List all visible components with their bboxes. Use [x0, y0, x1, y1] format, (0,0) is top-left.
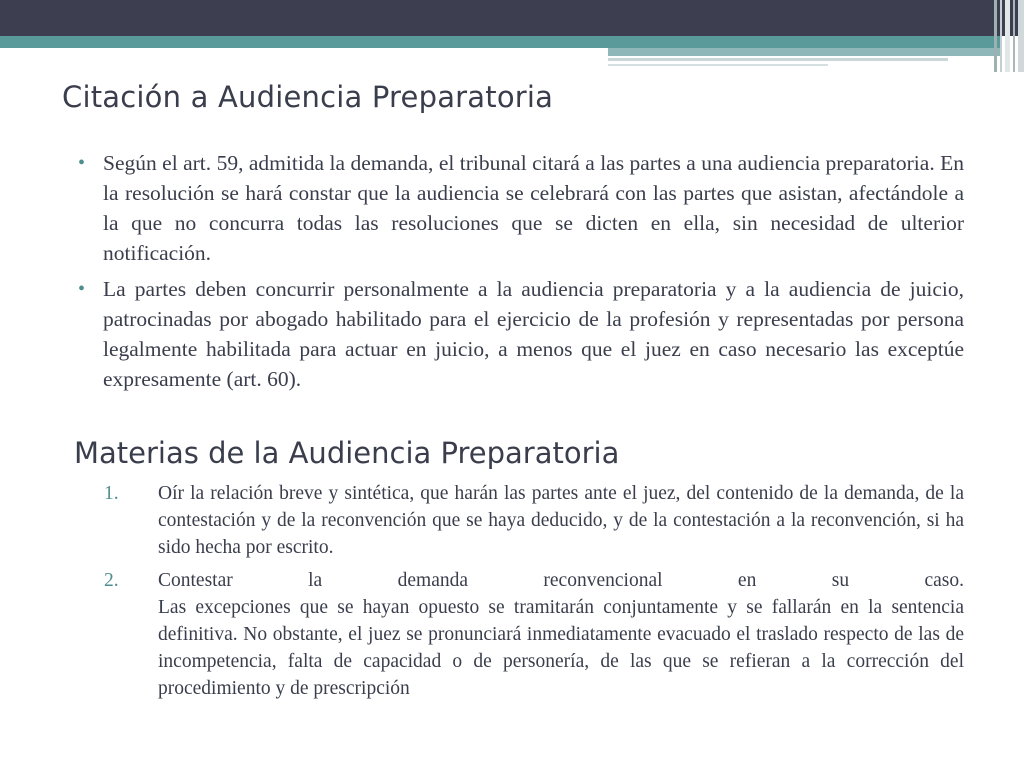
header-dark-band [0, 0, 1024, 36]
header-teal-band [0, 36, 1000, 48]
item-text: Contestar la demanda reconvencional en su caso. [158, 570, 964, 591]
bullet-text: La partes deben concurrir personalmente a la audiencia preparatoria y a la audiencia de juicio, patrocinadas por abogado habilitado para el ejercicio de la profesión y representadas por persona legalmente habilitada para actuar en juicio, a menos que el juez en caso necesario las exceptúe expresamente (art. 60). [103, 277, 964, 391]
bullet-list [78, 148, 964, 400]
decorative-vertical-bars [994, 0, 1024, 72]
bullet-text: Según el art. 59, admitida la demanda, el tribunal citará a las partes a una audiencia preparatoria. En la resolución se hará constar que la audiencia se celebrará con las partes que asistan, afectándole a la que no concurra todas las resoluciones que se dicten en ella, sin necesidad de ulterior notificación. [103, 151, 964, 265]
bullet-icon: • [78, 152, 86, 174]
item-text-continued: Las excepciones que se hayan opuesto se tramitarán conjuntamente y se fallarán en la sentencia definitiva. No obstante, el juez se pronunciará inmediatamente evacuado el traslado respecto de las de incompetencia, falta de capacidad o de personería, de las que se refieran a la corrección del procedimiento y de prescripción [158, 597, 964, 699]
header-white-gap [0, 48, 606, 54]
section-subtitle: Materias de la Audiencia Preparatoria [74, 436, 620, 470]
item-number: 1. [104, 483, 119, 504]
item-number: 2. [104, 570, 119, 591]
bullet-item [78, 148, 964, 268]
slide-title: Citación a Audiencia Preparatoria [62, 80, 554, 114]
bullet-item [78, 274, 964, 394]
numbered-item [104, 480, 964, 561]
decorative-line [608, 64, 828, 66]
numbered-list [104, 480, 964, 708]
numbered-item [104, 567, 964, 702]
decorative-line [608, 58, 948, 61]
item-text: Oír la relación breve y sintética, que harán las partes ante el juez, del contenido de la demanda, de la contestación y de la reconvención que se haya deducido, y de la contestación a la reconvención, si ha sido hecha por escrito. [158, 483, 964, 558]
header-teal-accent [608, 48, 1000, 56]
bullet-icon: • [78, 278, 86, 300]
